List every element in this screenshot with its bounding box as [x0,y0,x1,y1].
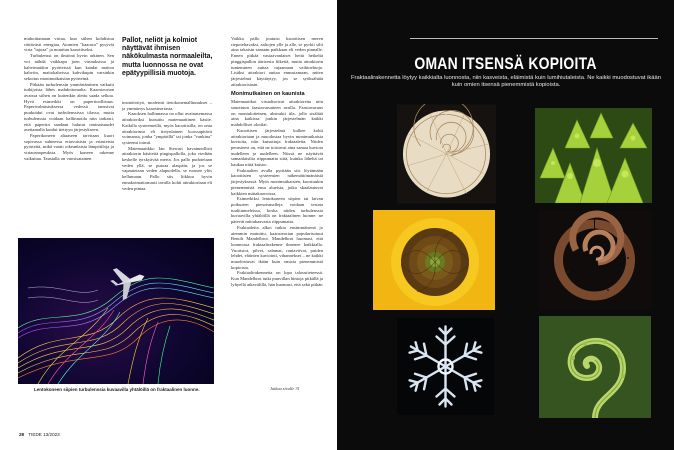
paragraph: Paperikoneen altaaseen tarvitaan kuori sopivassa suhteessa ertavuisista ja eriasteista pyörteitä, mikä vaatii oikeanlaisia lämpötiloja ja virtausnopeuksia. Myös koneen rakenne vaikuttaa. Taustalla on vuosisatainen [24,132,114,161]
article-column-1 [24,36,114,161]
figure-caption: Lentokoneen siipien turbulenssia kuvaavilla yhtälöillä on fraktaalinen luonne. [34,387,200,392]
article-column-2 [122,100,212,191]
title-rule [410,38,658,39]
romanesco-photo [535,108,652,203]
paragraph: Matemaatikot visualisoivat attraktoreita niin sanottuun faasiavaruuteen avulla. Faasiavaruus on moniulotteinen, abstrakti tila, jolla sisältää aina kaikissa jonkin järjestelmän kaikki mahdolliset olotilat. [231,99,323,128]
page-number: 28 [19,432,25,437]
magazine-issue: TIEDE 13/2023 [28,432,60,437]
continued-note: Jatkuu sivulle 31 [270,386,300,391]
fern-fiddlehead-photo [539,316,651,418]
page-footer [19,432,60,437]
paragraph: Fraktaaleita alkoi tutkia ensimmäisenä jo aiemmin mainittu, kaaosteorian popularisoinut Benoît Mandelbrot. Mandelbrot huomasi, että luonnossa fraktaalirakenne ilmenee kaikkialla. Vuoristot, pilvet, salamat, rantaviivat, puiden lehdet, eläinten kuviointi, vihannekset – ne kaikki muodostuvat ikään kuin omista pienemmistä kopioista. [231,224,323,270]
paragraph: Matemaatikko Ian Stewart havainnollisti attraktorin käsitettä pingispallolla, joka viedään keskelle tyrskyävää merta. Jos pallo pudotetaan veden yllä, se putoaa alaspäin, ja jos se vapautetaan veden alapuolella, se nousee ylös kellumaan. Pallo siis liikkuu hyvin ennakoimattomasti tavalla kohti attraktoriaan eli veden pintaa. [122,145,212,191]
article-column-3 [231,36,323,288]
paragraph: insinöörityö, modernit tietokonemallinnukset – ja ymmärrys kaaosteoriasta. [122,100,212,111]
paragraph: Fraktaalien avulla pyritään siis löytämään kaoottisten systeemien näkemättömänäistä järjestyksessä. Myös monimutkaisten, koostuukin pienemmistä ensa alueista, jotka skaalautuvat kaikkien mittakaavoissa. [231,167,323,196]
sunflower-photo [373,210,495,310]
spiral-tail-photo [538,210,652,310]
paragraph: Kaoottisen järjestelmä kulkee kohti attraktoriaan ja muodostaa hyvin monimutkaisia kuvioita, niin kutsuttuja fraktaaleita. Niiden perusteesi on, että ne toistavat aina samaa kuviota uudelleen ja uudelleen. Niissä ne näyttävät samanlaisilta riippumatta siitä, kuinka läheltä tai kaukaa niitä katsoo. [231,127,323,168]
turbulence-fractal-image [18,238,214,384]
lead-text: Fraktaalirakennetta löytyy kaikkialta luonnosta, niin kasveista, eläimistä kuin lumihiutaleista. Ne kaikki muodostuvat ikään kuin omien itsensä pienemmistä kopioista. [351,75,661,89]
snowflake-photo [397,318,494,415]
page-title: OMAN ITSENSÄ KOPIOITA [414,54,597,73]
paragraph: Vaikka pallo joutuisi kaoottisen meren riepoteltavaksi, aaltojen ylle ja alle, se pyrkii silti aina takaisin samaan paikkaan eli veden pinnalle. Ennen pitkää vastaavanlaiset heitä heikeltä pinggispallon äärisesta liikettä, mutta attraktorin tunteminen auttaa rajaamaan vaihtoehtoja. Lisäksi attraktori auttaa ennustamaan, miten järjestelmä käyttäytyy, jos se syöksähtää attraktoristaan. [231,36,323,87]
paragraph: Kaaoksen hallinnassa on ollut avainasemassa attraktoriksi kutsuttu matemaattinen käsite. Kaikilla systeemeillä, myös kaoottisilla, on oma attraktorinsa eli tietynlainen koossapitävä voimansa, jonka "ympärillä" tai jonka "vankina" systeemi toimii. [122,111,212,145]
paragraph: Fraktaalirakennetta on lopa taloustieteessä. Kun Mandelbrot tutki puuvillan hintoja pitkällä ja lyhyellä aikavälillä, hän huomasi, että sekä pitkän [231,270,323,287]
paragraph: Esimerkiksi lentokoneen siipien tai laivan potkurien pienoismalleja voidaan testata tuulitunneleissa, koska niiden turbulenssia kuvaavilla yhtälöillä on fraktaalinen luonne: ne pätevät mittakaavasta riippumatta. [231,196,323,225]
nautilus-shell-photo [397,104,496,204]
section-heading: Monimutkainen on kaunista [231,91,305,98]
pull-quote: Pallot, neliöt ja kolmiot näyttävät ihmisen näkökulmasta normaaleilta, mutta luonnossa ne ovat epätyypillisiä muotoja. [122,37,213,77]
paragraph: muhoittamaan virtaa, kun siihen kohdistuu riittävästi energiaa. Atomien "kaaosta" pysyvät virta "tajoaa" ja muuttuu kaoottiseksi. [24,36,114,53]
paragraph: Pitkään turbulenssin ymmärtäminen vaikutti tutkijoista lähes mahdottomalta. Kaaosteorian avaissa siihen on kuitenkin alettu saada selkoa. Hyvä esimerkki on paperitoollisuus. Paperivalmistuksessa vedessä tanssivat puukuidut ovat turbulenssissa tilassa, mutta turbulenssia voidaan hallinnoida niin tarkasti, että paperiin saadaan halutut ominaisuudet asettamalla kuidut tiettyyn järjestykseen. [24,81,114,133]
paragraph: Turbulenssi on ilmiönä hyvin arkinen. Sen voi nähdä vaikkapa joen virtauksissa ja kahvimaidon pyörteissä kun kaadat maitoa kahviin, maitokahvissa kahvikupin varsinkin sekoitus monimutkaisina pyörteinä. [24,53,114,81]
right-page [337,0,674,450]
